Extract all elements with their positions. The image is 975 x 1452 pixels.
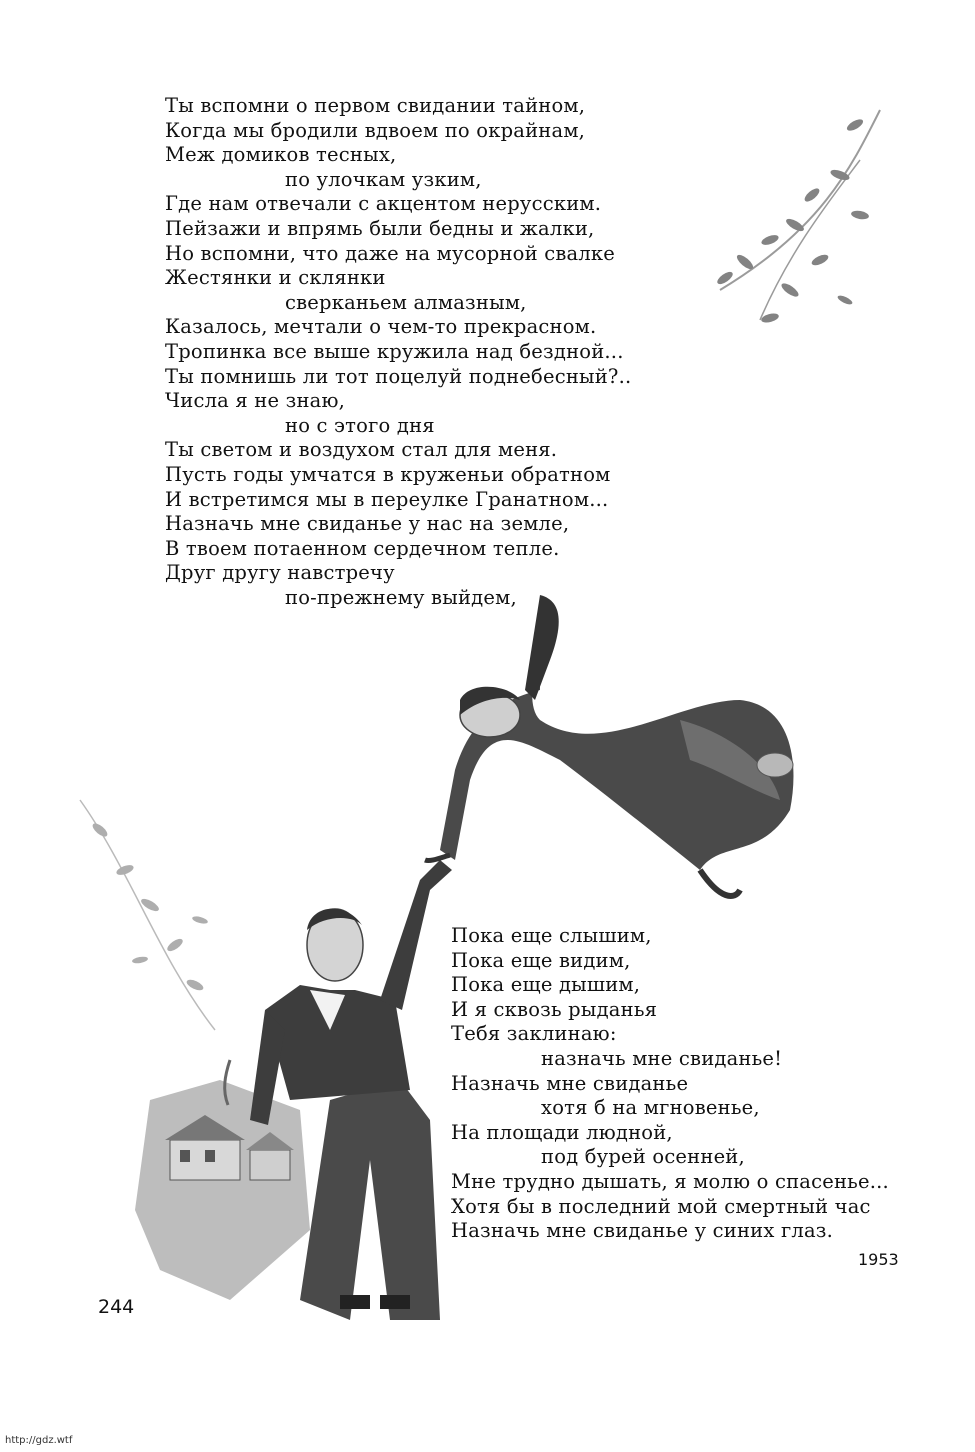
poem-top-line: по улочкам узким,: [285, 167, 482, 191]
leaf-branch-bottom-left-icon: [80, 800, 215, 1030]
poem-top-line: Друг другу навстречу: [165, 561, 395, 585]
poem-top-line: Ты вспомни о первом свидании тайном,: [165, 94, 586, 117]
poem-bottom-line: хотя б на мгновенье,: [541, 1096, 760, 1120]
poem-bottom-line: Пока еще видим,: [451, 948, 631, 972]
poem-top-line: по-прежнему выйдем,: [285, 585, 517, 609]
poem-top-line: Меж домиков тесных,: [165, 143, 397, 167]
poem-bottom-line: Тебя заклинаю:: [451, 1022, 617, 1046]
page-number: 244: [98, 1296, 135, 1318]
poem-top-line: Но вспомни, что даже на мусорной свалке: [165, 241, 616, 265]
poem-top-line: Жестянки и склянки: [165, 266, 386, 290]
poem-top-line: Ты помнишь ли тот поцелуй поднебесный?..: [165, 364, 632, 388]
poem-bottom-line: Хотя бы в последний мой смертный час: [451, 1194, 871, 1218]
poem-top-line: Казалось, мечтали о чем-то прекрасном.: [165, 315, 597, 339]
poem-bottom-line: под бурей осенней,: [541, 1145, 745, 1169]
poem-top-line: Где нам отвечали с акцентом нерусским.: [165, 192, 602, 216]
poem-bottom-line: Пока еще слышим,: [451, 924, 652, 947]
poem-top-line: Ты светом и воздухом стал для меня.: [165, 438, 558, 462]
village-houses-icon: [135, 1060, 310, 1300]
poem-top-line: сверканьем алмазным,: [285, 290, 527, 314]
leaf-branch-top-right-icon: [715, 110, 880, 324]
poem-bottom-line: Пока еще дышим,: [451, 973, 641, 997]
poem-bottom-line: На площади людной,: [451, 1120, 673, 1144]
poem-top-line: В твоем потаенном сердечном тепле.: [165, 536, 560, 560]
poem-bottom-line: назначь мне свиданье!: [541, 1046, 783, 1070]
poem-top-line: Пусть годы умчатся в круженьи обратном: [165, 462, 611, 486]
poem-bottom-line: Мне трудно дышать, я молю о спасенье...: [451, 1169, 889, 1193]
poem-top-line: И встретимся мы в переулке Гранатном...: [165, 487, 609, 511]
poem-top-line: Тропинка все выше кружила над бездной...: [165, 339, 624, 363]
watermark-link[interactable]: http://gdz.wtf: [5, 1435, 73, 1446]
poem-bottom-line: Назначь мне свиданье у синих глаз.: [451, 1219, 834, 1243]
poem-bottom-line: Назначь мне свиданье: [451, 1071, 689, 1095]
poem-top-line: но с этого дня: [285, 413, 435, 437]
poem-top-line: Пейзажи и впрямь были бедны и жалки,: [165, 216, 595, 240]
poem-top-line: Числа я не знаю,: [165, 389, 346, 413]
poem-bottom-line: И я сквозь рыданья: [451, 997, 658, 1021]
poem-top-line: Когда мы бродили вдвоем по окрайнам,: [165, 118, 586, 142]
floating-woman-figure-icon: [425, 595, 793, 896]
poem-top-line: Назначь мне свиданье у нас на земле,: [165, 512, 570, 536]
poem-year: 1953: [858, 1250, 899, 1269]
